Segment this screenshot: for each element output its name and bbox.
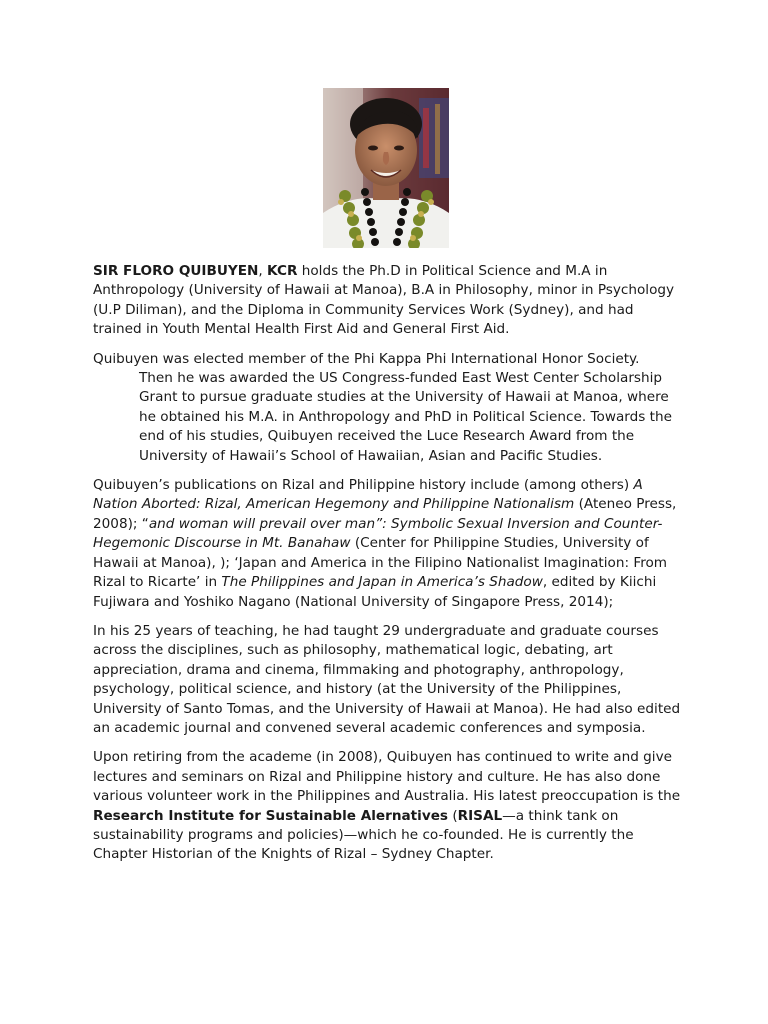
bio-paragraph-publications: [93, 476, 685, 612]
retirement-text: Upon retiring from the academe (in 2008), Quibuyen has continued to write and give lectures and seminars on Rizal and Philippine history and culture. He has also done various volunteer work in the Philippines and Australia. His latest preoccupation is the: [93, 749, 681, 805]
honorific-title: KCR: [267, 263, 298, 279]
organization-name: Research Institute for Sustainable Alernatives: [93, 807, 449, 824]
bio-paragraph-scholarship: [93, 350, 685, 466]
publication-detail: , edited by Kiichi Fujiwara and Yoshiko Nagano (National University of Singapore Press, 2014);: [93, 574, 657, 610]
publication-detail: (Center for Philippine Studies, University of Hawaii at Manoa), ); ‘Japan and America in the Filipino Nationalist Imagination: From Rizal to Ricarte’ in: [93, 535, 668, 591]
name-separator: ,: [258, 263, 268, 279]
bio-paragraph-retirement: [93, 748, 685, 864]
book-title-philippines-japan: The Philippines and Japan in America’s Shadow: [221, 574, 543, 591]
bio-paragraph-education: [93, 262, 685, 340]
education-text: holds the Ph.D in Political Science and M.A in Anthropology (University of Hawaii at Manoa), B.A in Philosophy, minor in Psychology (U.P Diliman), and the Diploma in Community Services Work (Sydney), and had trained in Youth Mental Health First Aid and General First Aid.: [93, 263, 675, 338]
bio-paragraph-teaching: In his 25 years of teaching, he had taught 29 undergraduate and graduate courses across the disciplines, such as philosophy, mathematical logic, debating, art appreciation, drama and cinema, filmmaking and photography, anthropology, psychology, political science, and history (at the University of the Philippines, University of Santo Tomas, and the University of Hawaii at Manoa). He had also edited an academic journal and convened several academic conferences and symposia.: [93, 622, 681, 736]
book-title-nation-aborted: A Nation Aborted: Rizal, American Hegemony and Philippine Nationalism: [93, 477, 643, 513]
scholarship-first-line: Quibuyen was elected member of the Phi Kappa Phi International Honor Society.: [93, 350, 640, 367]
publication-detail: (Ateneo Press, 2008); “: [93, 496, 677, 532]
portrait-photo: [323, 88, 449, 248]
biography-text: [93, 262, 685, 875]
publications-intro: Quibuyen’s publications on Rizal and Philippine history include (among others): [93, 477, 634, 494]
book-title-woman-prevail: and woman will prevail over man”: Symbolic Sexual Inversion and Counter-Hegemonic Discourse in Mt. Banahaw: [93, 515, 663, 552]
subject-name: SIR FLORO QUIBUYEN: [93, 263, 259, 279]
retirement-text: (: [448, 807, 458, 824]
organization-acronym: RISAL: [457, 807, 503, 824]
scholarship-details: Then he was awarded the US Congress-funded East West Center Scholarship Grant to pursue graduate studies at the University of Hawaii at Manoa, where he obtained his M.A. in Anthropology and PhD in Political Science. Towards the end of his studies, Quibuyen received the Luce Research Award from the University of Hawaii’s School of Hawaiian, Asian and Pacific Studies.: [139, 370, 672, 464]
retirement-text: —a think tank on sustainability programs and policies)—which he co-founded. He is currently the Chapter Historian of the Knights of Rizal – Sydney Chapter.: [93, 807, 634, 863]
